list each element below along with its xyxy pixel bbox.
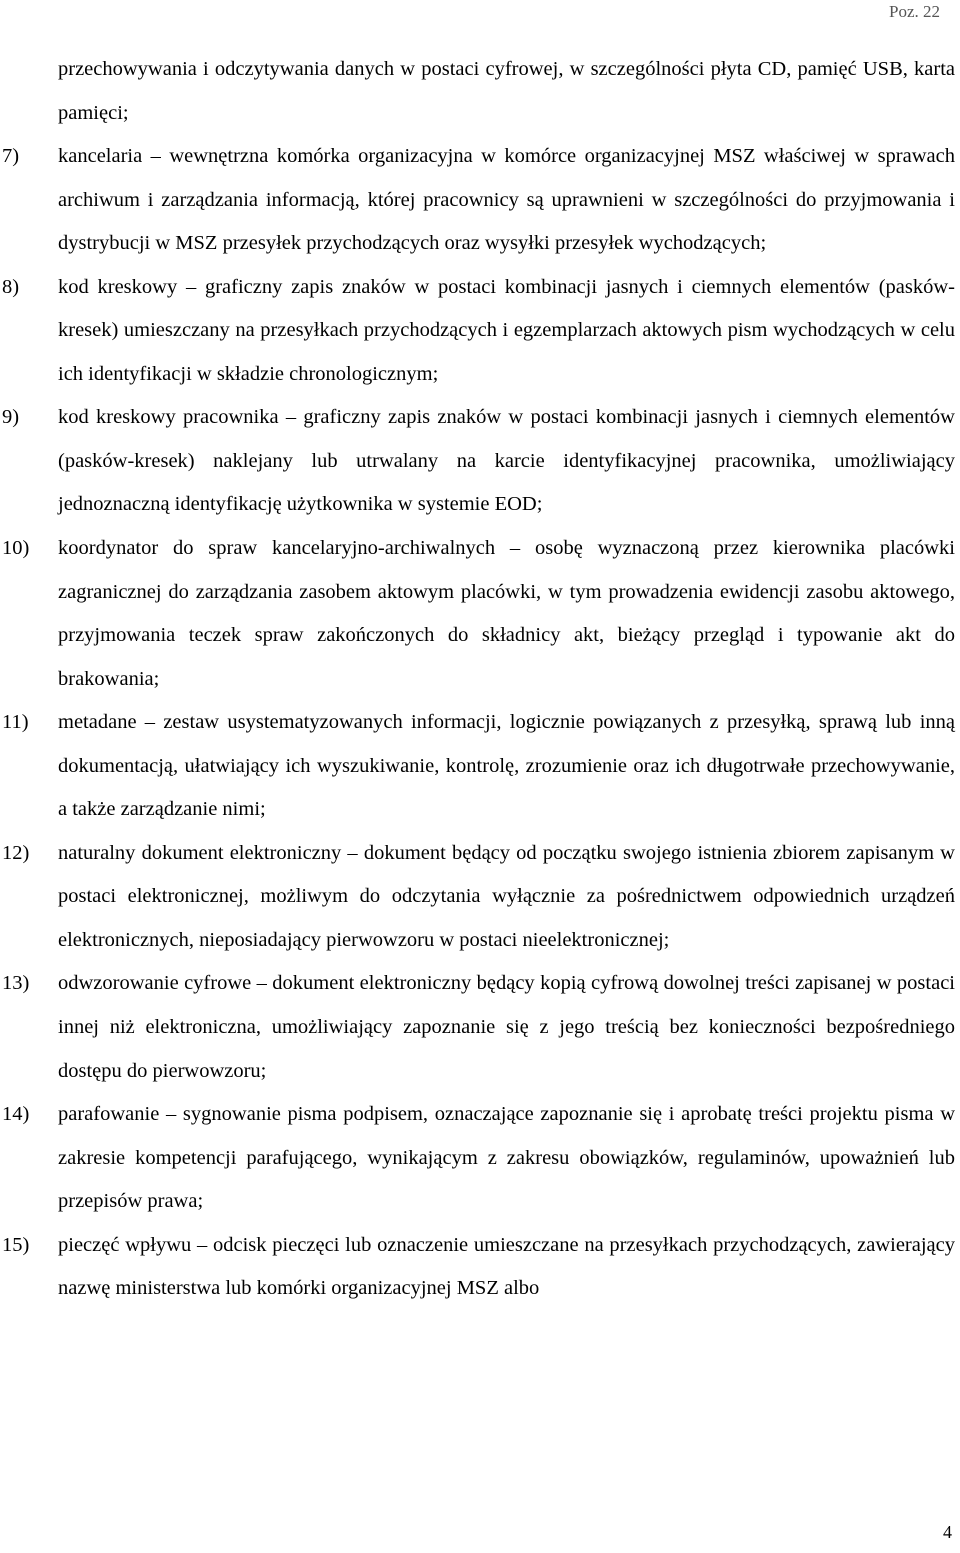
definition-item-15: [0, 1224, 955, 1311]
item-number: 8): [2, 275, 20, 298]
item-number: 7): [2, 145, 20, 168]
item-text: parafowanie – sygnowanie pisma podpisem, oznaczające zapoznanie się i aprobatę treści projektu pisma w zakresie kompetencji parafującego, wynikającym z zakresu obowiązków, regulaminów, upoważnień lub przepisów prawa;: [58, 1103, 955, 1213]
item-number: 14): [2, 1103, 30, 1126]
page-reference: Poz. 22: [889, 2, 940, 21]
item-text: pieczęć wpływu – odcisk pieczęci lub oznaczenie umieszczane na przesyłkach przychodzących, zawierający nazwę ministerstwa lub komórki organizacyjnej MSZ albo: [58, 1233, 955, 1300]
item-text: metadane – zestaw usystematyzowanych informacji, logicznie powiązanych z przesyłką, sprawą lub inną dokumentacją, ułatwiający ich wyszukiwanie, kontrolę, zrozumienie oraz ich długotrwałe przechowywanie, a także zarządzanie nimi;: [58, 711, 955, 821]
definition-item-7: [0, 135, 955, 266]
page-number: 4: [943, 1522, 952, 1542]
document-body: [0, 48, 955, 1311]
item-number: 10): [2, 537, 30, 560]
item-text: kancelaria – wewnętrzna komórka organizacyjna w komórce organizacyjnej MSZ właściwej w sprawach archiwum i zarządzania informacją, której pracownicy są uprawnieni w szczególności do przyjmowania i dystrybucji w MSZ przesyłek przychodzących oraz wysyłki przesyłek wychodzących;: [58, 145, 955, 255]
definition-item-9: [0, 396, 955, 527]
item-text: naturalny dokument elektroniczny – dokument będący od początku swojego istnienia zbiorem zapisanym w postaci elektronicznej, możliwym do odczytania wyłącznie za pośrednictwem odpowiednich urządzeń elektronicznych, nieposiadający pierwowzoru w postaci nieelektronicznej;: [58, 841, 955, 951]
definition-item-12: [0, 832, 955, 963]
item-number: 13): [2, 972, 30, 995]
definition-item-11: [0, 701, 955, 832]
item-number: 9): [2, 406, 20, 429]
definition-item-10: [0, 527, 955, 701]
item-number: 12): [2, 841, 30, 864]
definition-item-13: [0, 962, 955, 1093]
definition-item-14: [0, 1093, 955, 1224]
item-text: odwzorowanie cyfrowe – dokument elektroniczny będący kopią cyfrową dowolnej treści zapisanej w postaci innej niż elektroniczna, umożliwiający zapoznanie się z jego treścią bez konieczności bezpośredniego dostępu do pierwowzoru;: [58, 972, 955, 1082]
item-text: kod kreskowy – graficzny zapis znaków w postaci kombinacji jasnych i ciemnych elementów (pasków-kresek) umieszczany na przesyłkach przychodzących i egzemplarzach aktowych pism wychodzących w celu ich identyfikacji w składzie chronologicznym;: [58, 275, 955, 385]
item-number: 11): [2, 711, 29, 734]
item-text: koordynator do spraw kancelaryjno-archiwalnych – osobę wyznaczoną przez kierownika placówki zagranicznej do zarządzania zasobem aktowym placówki, w tym prowadzenia ewidencji zasobu aktowego, przyjmowania teczek spraw zakończonych do składnicy akt, bieżący przegląd i typowanie akt do brakowania;: [58, 537, 955, 690]
definition-item-8: [0, 266, 955, 397]
item-number: 15): [2, 1233, 30, 1256]
item-text: kod kreskowy pracownika – graficzny zapis znaków w postaci kombinacji jasnych i ciemnych elementów (pasków-kresek) naklejany lub utrwalany na karcie identyfikacyjnej pracownika, umożliwiający jednoznaczną identyfikację użytkownika w systemie EOD;: [58, 406, 955, 516]
continuation-text: przechowywania i odczytywania danych w postaci cyfrowej, w szczególności płyta CD, pamięć USB, karta pamięci;: [58, 58, 955, 124]
